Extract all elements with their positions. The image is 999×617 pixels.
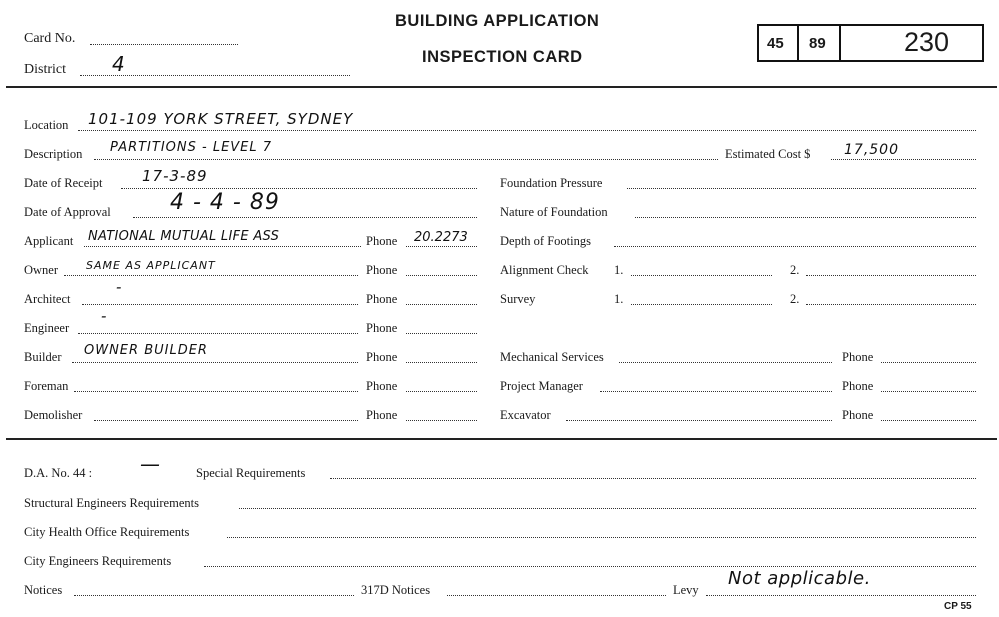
engineer-value: - bbox=[101, 307, 108, 325]
box-code-a: 45 bbox=[767, 35, 784, 52]
applicant-label: Applicant bbox=[24, 234, 74, 248]
da-no-value: — bbox=[140, 452, 161, 476]
builder-value: OWNER BUILDER bbox=[84, 343, 208, 358]
city-health-label: City Health Office Requirements bbox=[24, 525, 190, 539]
applicant-phone-field[interactable] bbox=[406, 246, 477, 247]
owner-value: SAME AS APPLICANT bbox=[86, 259, 216, 272]
card-number: 230 bbox=[904, 27, 950, 57]
section-divider bbox=[6, 438, 997, 440]
applicant-field[interactable] bbox=[84, 246, 361, 247]
notices-label: Notices bbox=[24, 583, 63, 597]
builder-phone-label: Phone bbox=[366, 350, 398, 364]
excavator-field[interactable] bbox=[566, 420, 832, 421]
description-field[interactable] bbox=[94, 159, 718, 160]
alignment-check-1-field[interactable] bbox=[631, 275, 772, 276]
notices-317d-label: 317D Notices bbox=[361, 583, 431, 597]
estimated-cost-label: Estimated Cost $ bbox=[725, 147, 811, 161]
foreman-field[interactable] bbox=[74, 391, 358, 392]
structural-engineers-field[interactable] bbox=[239, 508, 976, 509]
card-number-box bbox=[757, 24, 984, 62]
owner-field[interactable] bbox=[64, 275, 358, 276]
description-value: PARTITIONS - LEVEL 7 bbox=[110, 140, 273, 155]
alignment-check-2-label: 2. bbox=[790, 263, 800, 277]
survey-2-field[interactable] bbox=[806, 304, 976, 305]
architect-field[interactable] bbox=[82, 304, 358, 305]
special-requirements-field[interactable] bbox=[330, 478, 976, 479]
builder-phone-field[interactable] bbox=[406, 362, 477, 363]
project-manager-phone-label: Phone bbox=[842, 379, 874, 393]
date-of-approval-value: 4 - 4 - 89 bbox=[170, 190, 280, 215]
alignment-check-2-field[interactable] bbox=[806, 275, 976, 276]
levy-label: Levy bbox=[673, 583, 699, 597]
box-divider-1 bbox=[797, 26, 799, 60]
notices-field[interactable] bbox=[74, 595, 354, 596]
location-field[interactable] bbox=[78, 130, 976, 131]
mechanical-services-phone-field[interactable] bbox=[881, 362, 976, 363]
box-divider-2 bbox=[839, 26, 841, 60]
estimated-cost-value: 17,500 bbox=[844, 142, 899, 158]
nature-of-foundation-label: Nature of Foundation bbox=[500, 205, 608, 219]
alignment-check-label: Alignment Check bbox=[500, 263, 589, 277]
demolisher-label: Demolisher bbox=[24, 408, 83, 422]
foreman-phone-label: Phone bbox=[366, 379, 398, 393]
form-code: CP 55 bbox=[944, 601, 972, 612]
structural-engineers-label: Structural Engineers Requirements bbox=[24, 496, 199, 510]
excavator-phone-field[interactable] bbox=[881, 420, 976, 421]
form-title: BUILDING APPLICATION bbox=[395, 12, 600, 30]
owner-phone-label: Phone bbox=[366, 263, 398, 277]
owner-phone-field[interactable] bbox=[406, 275, 477, 276]
mechanical-services-label: Mechanical Services bbox=[500, 350, 604, 364]
nature-of-foundation-field[interactable] bbox=[635, 217, 976, 218]
location-value: 101-109 YORK STREET, SYDNEY bbox=[88, 110, 354, 128]
foreman-phone-field[interactable] bbox=[406, 391, 477, 392]
engineer-phone-label: Phone bbox=[366, 321, 398, 335]
survey-2-label: 2. bbox=[790, 292, 800, 306]
excavator-label: Excavator bbox=[500, 408, 551, 422]
estimated-cost-field[interactable] bbox=[831, 159, 976, 160]
notices-317d-field[interactable] bbox=[447, 595, 666, 596]
alignment-check-1-label: 1. bbox=[614, 263, 624, 277]
architect-phone-label: Phone bbox=[366, 292, 398, 306]
city-health-field[interactable] bbox=[227, 537, 976, 538]
project-manager-field[interactable] bbox=[600, 391, 832, 392]
architect-value: - bbox=[116, 278, 123, 296]
project-manager-phone-field[interactable] bbox=[881, 391, 976, 392]
city-engineers-field[interactable] bbox=[204, 566, 976, 567]
date-of-approval-field[interactable] bbox=[133, 217, 477, 218]
date-of-receipt-value: 17-3-89 bbox=[142, 167, 208, 185]
applicant-phone-value: 20.2273 bbox=[414, 230, 468, 245]
survey-label: Survey bbox=[500, 292, 536, 306]
foreman-label: Foreman bbox=[24, 379, 69, 393]
builder-label: Builder bbox=[24, 350, 62, 364]
demolisher-phone-field[interactable] bbox=[406, 420, 477, 421]
applicant-phone-label: Phone bbox=[366, 234, 398, 248]
builder-field[interactable] bbox=[72, 362, 358, 363]
architect-phone-field[interactable] bbox=[406, 304, 477, 305]
header-divider bbox=[6, 86, 997, 88]
mechanical-services-field[interactable] bbox=[619, 362, 832, 363]
engineer-phone-field[interactable] bbox=[406, 333, 477, 334]
city-engineers-label: City Engineers Requirements bbox=[24, 554, 172, 568]
depth-of-footings-field[interactable] bbox=[614, 246, 976, 247]
depth-of-footings-label: Depth of Footings bbox=[500, 234, 591, 248]
excavator-phone-label: Phone bbox=[842, 408, 874, 422]
owner-label: Owner bbox=[24, 263, 59, 277]
district-value: 4 bbox=[112, 52, 126, 76]
foundation-pressure-field[interactable] bbox=[627, 188, 976, 189]
architect-label: Architect bbox=[24, 292, 71, 306]
location-label: Location bbox=[24, 118, 69, 132]
demolisher-phone-label: Phone bbox=[366, 408, 398, 422]
da-no-label: D.A. No. 44 : bbox=[24, 466, 93, 480]
card-no-field[interactable] bbox=[90, 44, 238, 45]
engineer-label: Engineer bbox=[24, 321, 70, 335]
survey-1-field[interactable] bbox=[631, 304, 772, 305]
levy-value: Not applicable. bbox=[728, 568, 871, 589]
card-no-label: Card No. bbox=[24, 31, 76, 46]
special-requirements-label: Special Requirements bbox=[196, 466, 306, 480]
engineer-field[interactable] bbox=[78, 333, 358, 334]
date-of-receipt-field[interactable] bbox=[121, 188, 477, 189]
box-code-b: 89 bbox=[809, 35, 826, 52]
survey-1-label: 1. bbox=[614, 292, 624, 306]
applicant-value: NATIONAL MUTUAL LIFE ASS bbox=[88, 229, 280, 244]
mechanical-services-phone-label: Phone bbox=[842, 350, 874, 364]
foundation-pressure-label: Foundation Pressure bbox=[500, 176, 603, 190]
demolisher-field[interactable] bbox=[94, 420, 358, 421]
date-of-receipt-label: Date of Receipt bbox=[24, 176, 103, 190]
project-manager-label: Project Manager bbox=[500, 379, 583, 393]
district-label: District bbox=[24, 62, 66, 77]
levy-field[interactable] bbox=[706, 595, 976, 596]
date-of-approval-label: Date of Approval bbox=[24, 205, 111, 219]
form-subtitle: INSPECTION CARD bbox=[422, 48, 583, 66]
description-label: Description bbox=[24, 147, 83, 161]
